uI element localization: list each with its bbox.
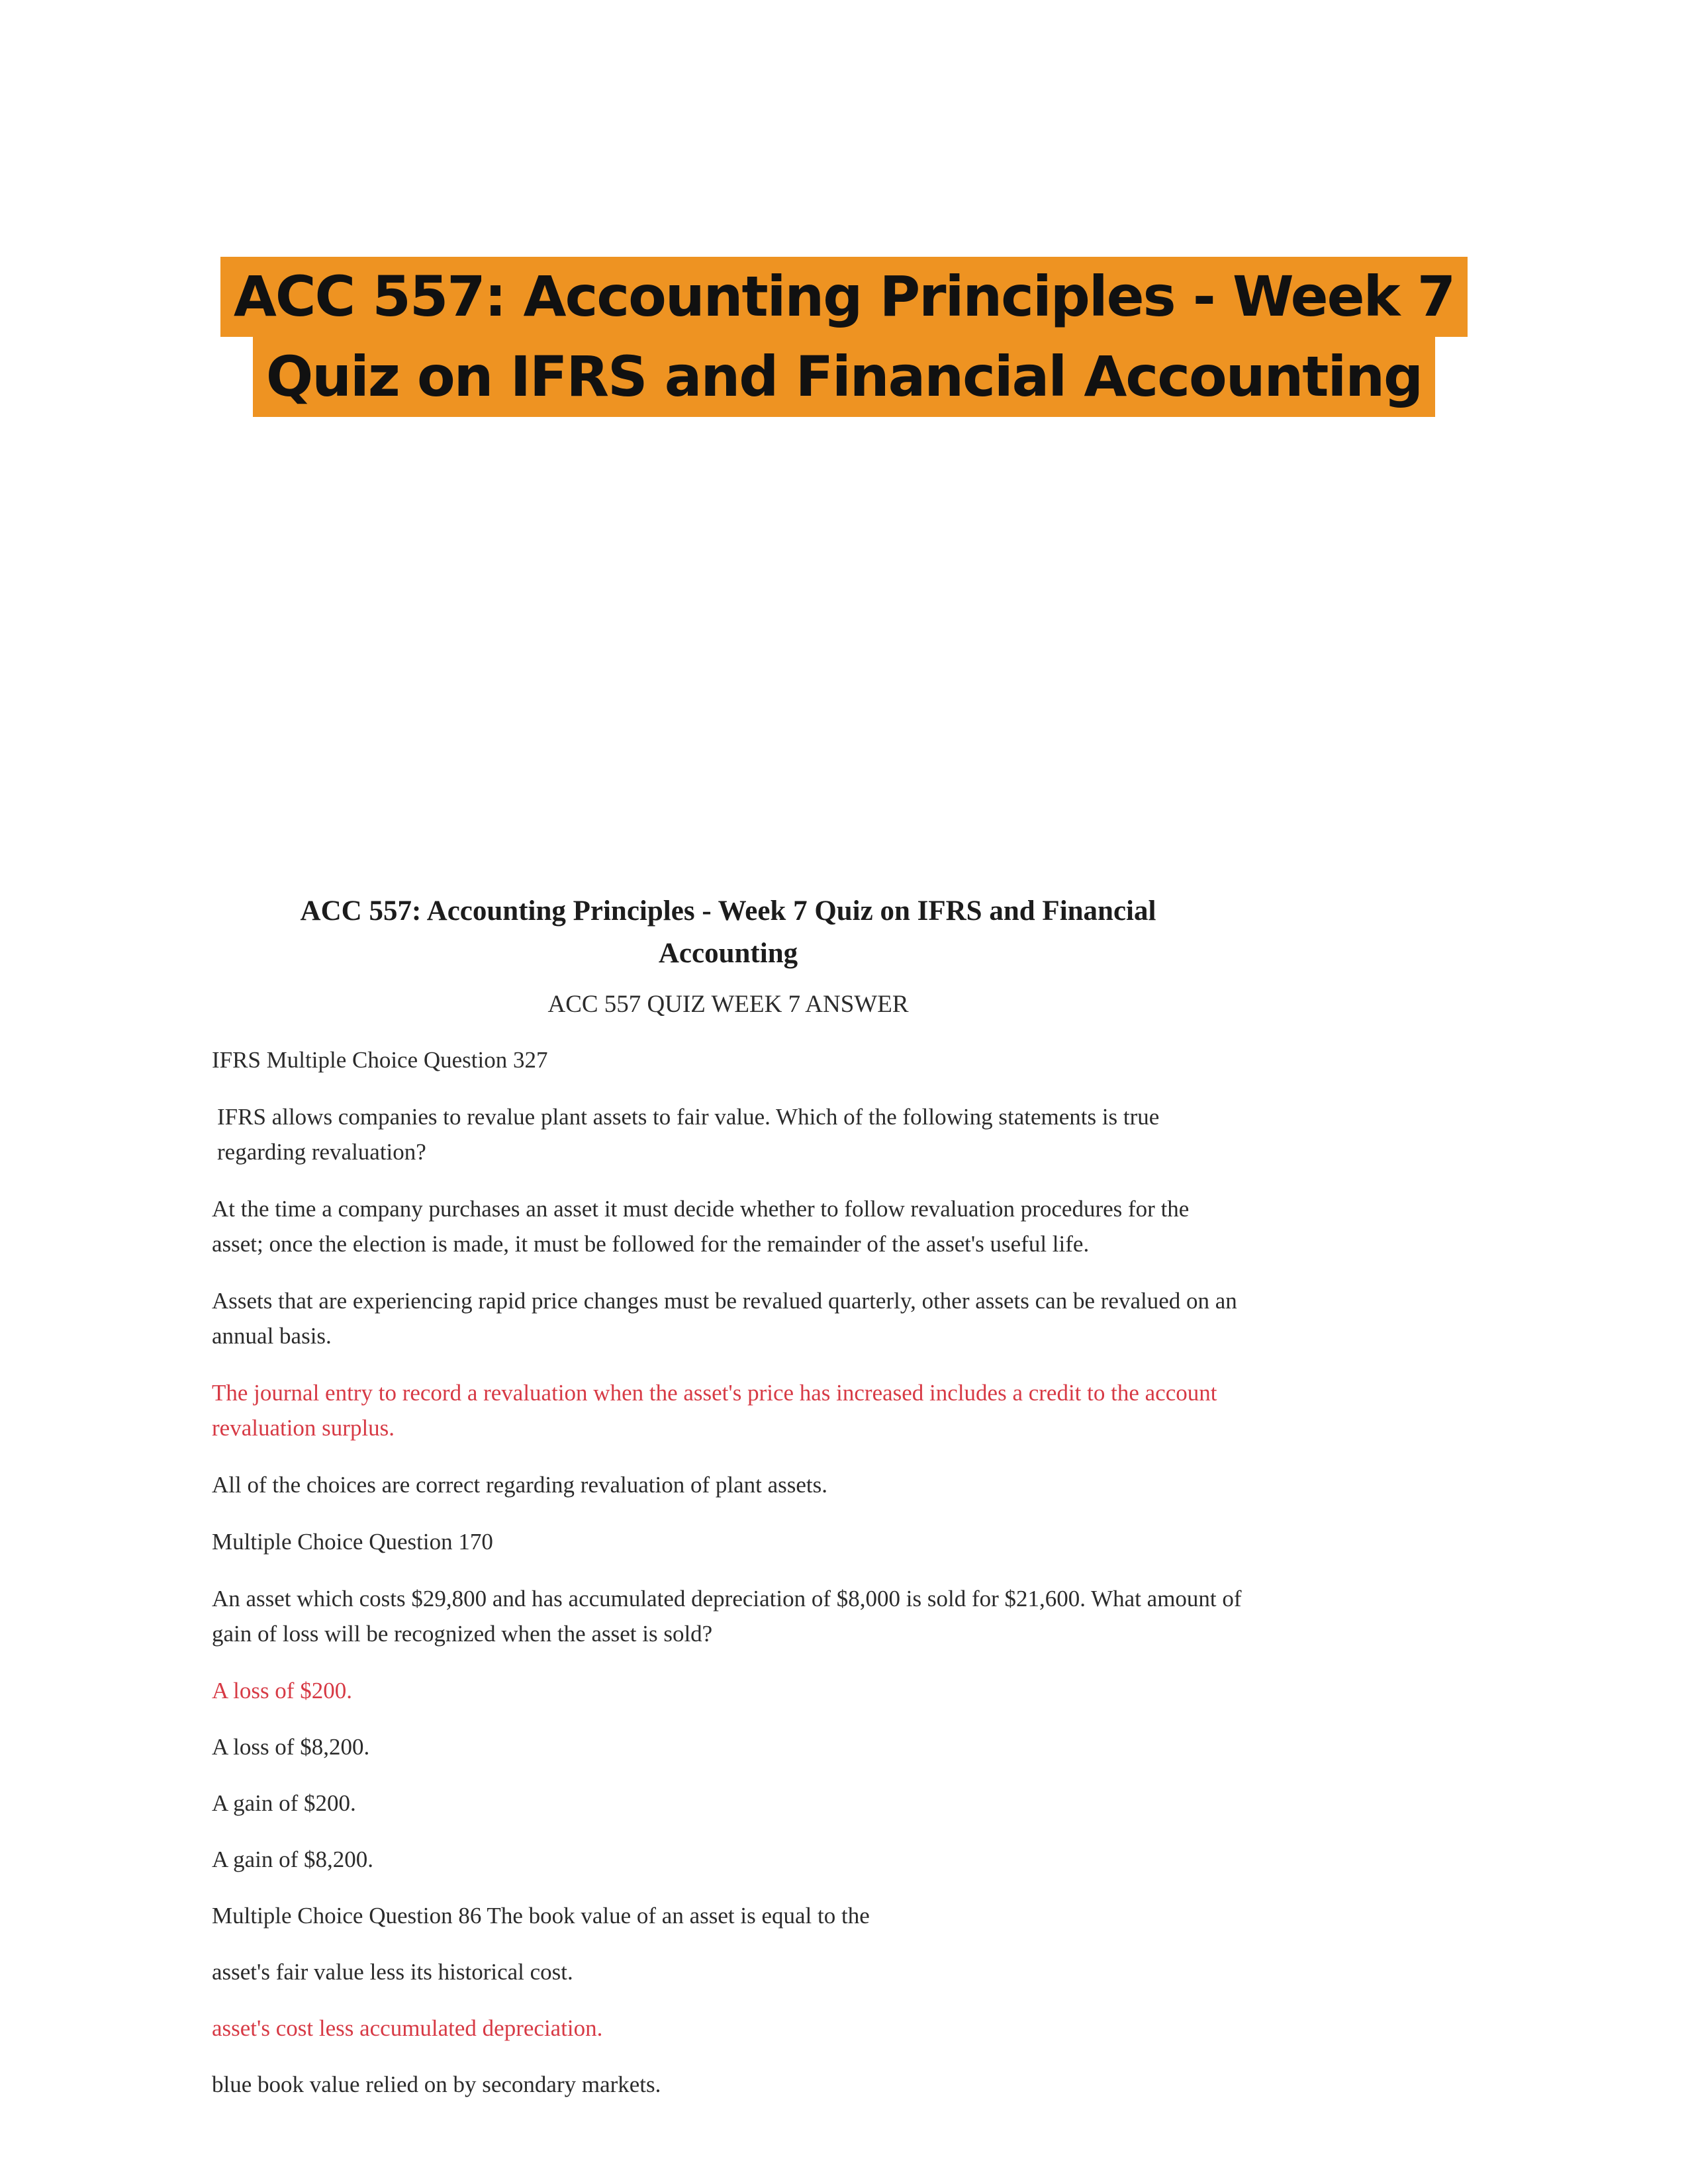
answer-choice: A gain of $200.: [212, 1790, 356, 1816]
question-prompt: IFRS allows companies to revalue plant assets to fair value. Which of the following statements is true regarding revaluation?: [217, 1104, 1160, 1165]
banner-title-line-1: ACC 557: Accounting Principles - Week 7: [220, 257, 1468, 337]
answer-choice-correct: A loss of $200.: [212, 1678, 352, 1704]
document-image: [212, 890, 1244, 2123]
question-heading: Multiple Choice Question 170: [212, 1529, 493, 1555]
answer-choice: A gain of $8,200.: [212, 1846, 374, 1872]
question-prompt: An asset which costs $29,800 and has accumulated depreciation of $8,000 is sold for $21,600. What amount of gain of loss will be recognized when the asset is sold?: [212, 1586, 1242, 1647]
answer-choice: A loss of $8,200.: [212, 1734, 370, 1760]
document-subtitle: ACC 557 QUIZ WEEK 7 ANSWER: [547, 991, 909, 1018]
document-title-line-2: Accounting: [658, 938, 798, 969]
question-heading: Multiple Choice Question 86 The book value of an asset is equal to the: [212, 1903, 870, 1929]
answer-choice: blue book value relied on by secondary markets.: [212, 2071, 661, 2097]
title-banner: [0, 257, 1688, 417]
answer-choice-correct: The journal entry to record a revaluation when the asset's price has increased includes a credit to the account revaluation surplus.: [212, 1380, 1217, 1441]
banner-title-line-2: Quiz on IFRS and Financial Accounting: [253, 337, 1435, 417]
answer-choice: Assets that are experiencing rapid price changes must be revalued quarterly, other assets can be revalued on an annual basis.: [212, 1288, 1237, 1349]
document-title-line-1: ACC 557: Accounting Principles - Week 7 Quiz on IFRS and Financial: [300, 895, 1156, 927]
document-title: [212, 890, 1244, 975]
answer-choice: asset's fair value less its historical cost.: [212, 1959, 573, 1985]
answer-choice: At the time a company purchases an asset it must decide whether to follow revaluation procedures for the asset; once the election is made, it must be followed for the remainder of the asset's useful life.: [212, 1196, 1190, 1257]
question-heading: IFRS Multiple Choice Question 327: [212, 1047, 548, 1073]
answer-choice-correct: asset's cost less accumulated depreciation.: [212, 2015, 603, 2041]
answer-choice: All of the choices are correct regarding revaluation of plant assets.: [212, 1472, 828, 1498]
